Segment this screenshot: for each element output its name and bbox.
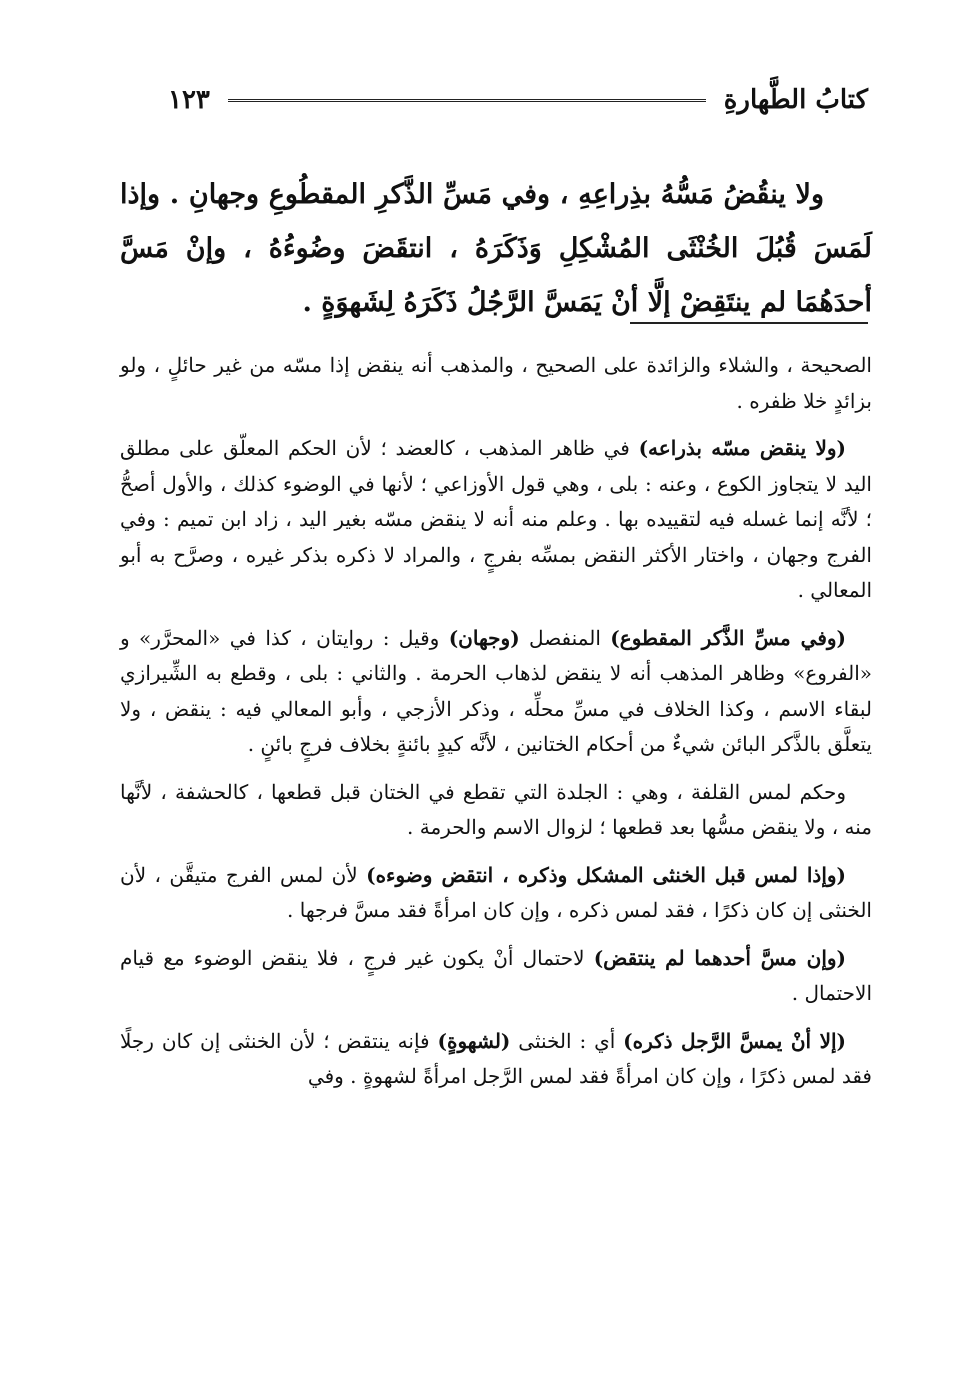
commentary-text: لأن لمس الفرج متيقَّن ، لأن الخنثى إن كان ذكرًا ، فقد لمس ذكره ، وإن كان امرأةً فقد مسَّ فرجها . [120,862,872,922]
matn-text-block [120,168,872,330]
commentary-text: في ظاهر المذهب ، كالعضد ؛ لأن الحكم المعلّق على مطلق اليد لا يتجاوز الكوع ، وعنه : بلى ، وهي قول الأوزاعي ؛ لأنها في الوضوء كذلك ، والأول أصحُّ ؛ لأنَّه إنما غسله فيه لتقييده بها . وعلم منه أنه لا ينقض مسّه بغير اليد ، زاد ابن تميم : وفي الفرج وجهان ، واختار الأكثر النقض بمسِّه بفرجٍ ، والمراد لا ذكره بذكر غيره ، وصرَّح به أبو المعالي . [120,436,872,602]
lemma: انتقض وضوءه) [366,862,494,887]
page-number: ١٢٣ [168,85,210,115]
lemma: (وإن مسَّ أحدهما لم ينتقض) [593,945,847,970]
footnote-separator [630,322,868,324]
lemma: (وجهان) [448,625,520,650]
commentary-text: فإنه ينتقض ؛ لأن الخنثى إن كان رجلًا فقد لمس ذكرًا ، وإن كان امرأةً فقد لمس الرَّجل امرأةً لشهوةٍ . وفي [120,1028,872,1088]
commentary-text: أي : الخنثى [510,1028,624,1053]
commentary-paragraph-1: الصحيحة ، والشلاء والزائدة على الصحيح ، والمذهب أنه ينقض إذا مسّه من غير حائلٍ ، ولو بزائدٍ خلا ظفره . [120,353,872,413]
book-title: كتابُ الطَّهارةِ [723,85,868,115]
running-header [168,80,868,120]
lemma: (ولا ينقض مسّه بذراعه) [638,436,847,460]
commentary-block [120,348,872,1107]
lemma: (وإذا لمس قبل الخنثى المشكل وذكره ، [493,862,846,887]
commentary-text: المنفصل [519,625,611,650]
commentary-paragraph-5 [120,858,872,929]
header-rule [228,99,706,102]
commentary-paragraph-4: وحكم لمس القلفة ، وهي : الجلدة التي تقطع في الختان قبل قطعها ، كالحشفة ، لأنَّها منه ، ولا ينقض مسُّها بعد قطعها ؛ لزوال الاسم والحرمة . [120,779,872,839]
lemma: (لشهوةٍ) [437,1028,511,1053]
commentary-paragraph-2 [120,431,872,609]
commentary-text: وقيل : روايتان ، كذا في «المحرَّر» و «الفروع» وظاهر المذهب أنه لا ينقض لذهاب الحرمة . والثاني : بلى ، وقطع به الشِّيرازي لبقاء الاسم ، وكذا الخلاف في مسِّ محلِّه ، وذكر الأزجي ، وأبو المعالي فيه : ينقض ، ولا يتعلَّق بالذَّكر البائن شيءٌ من أحكام الختانين ، لأنَّه كيدٍ بائنةٍ بخلاف فرجٍ بائنٍ . [120,625,872,756]
lemma: (إلا أنْ يمسَّ الرَّجل ذكره) [623,1028,847,1053]
commentary-paragraph-6 [120,941,872,1012]
commentary-paragraph-7 [120,1024,872,1095]
lemma: (وفي مسِّ الذَّكر المقطوع) [610,625,847,650]
commentary-paragraph-3 [120,621,872,763]
matn-paragraph: ولا ينقُضُ مَسُّهُ بذِراعِهِ ، وفي مَسِّ الذَّكرِ المقطُوعِ وجهانِ . وإذا لَمَسَ قُبُلَ الخُنْثَى المُشْكِلِ وَذَكَرَهُ ، انتقَضَ وضُوءُهُ ، وإنْ مَسَّ أحدَهُمَا لم ينتَقِضْ إلَّا أنْ يَمَسَّ الرَّجُلُ ذَكَرَهُ لِشَهوَةٍ . [120,179,872,318]
commentary-text: لاحتمال أنْ يكون غير فرجٍ ، فلا ينقض الوضوء مع قيام الاحتمال . [120,945,872,1005]
